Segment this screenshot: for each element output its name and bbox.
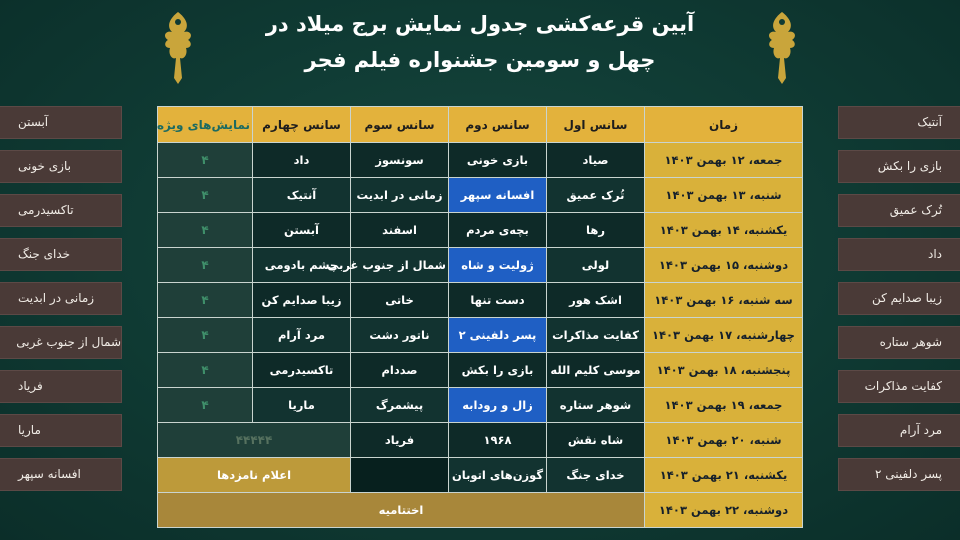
right-list-item: آنتیک [838, 106, 960, 139]
session-cell: شاه نقش [547, 423, 645, 458]
session-cell: اسفند [351, 213, 449, 248]
special-mark: ۴ [201, 188, 209, 202]
table-row [158, 213, 803, 248]
date-cell: دوشنبه، ۲۲ بهمن ۱۴۰۳ [645, 493, 803, 528]
right-list-item: کفایت مذاکرات [838, 370, 960, 403]
right-list-item: مرد آرام [838, 414, 960, 447]
closing-ceremony-cell: اختتامیه [158, 493, 645, 528]
session-cell: بازی خونی [449, 143, 547, 178]
session-cell: اشک هور [547, 283, 645, 318]
session-cell: شوهر ستاره [547, 388, 645, 423]
session-cell: آنتیک [253, 178, 351, 213]
title-line-2: چهل و سومین جشنواره فیلم فجر [304, 48, 656, 72]
special-cell [158, 143, 253, 178]
session-cell: آبستن [253, 213, 351, 248]
schedule-table [157, 106, 803, 528]
session-cell: زیبا صدایم کن [253, 283, 351, 318]
date-cell: سه شنبه، ۱۶ بهمن ۱۴۰۳ [645, 283, 803, 318]
session-cell: گوزن‌های اتوبان [449, 458, 547, 493]
table-row [158, 318, 803, 353]
date-cell: دوشنبه، ۱۵ بهمن ۱۴۰۳ [645, 248, 803, 283]
table-row [158, 143, 803, 178]
special-mark: ۴ [201, 258, 209, 272]
special-mark: ۴ [201, 363, 209, 377]
session-cell: تاکسیدرمی [253, 353, 351, 388]
session-cell: کفایت مذاکرات [547, 318, 645, 353]
table-row [158, 458, 803, 493]
special-mark: ۴ [201, 293, 209, 307]
left-list-item: بازی خونی [0, 150, 122, 183]
session-cell: مرد آرام [253, 318, 351, 353]
session-cell: بازی را بکش [449, 353, 547, 388]
table-header-row [158, 107, 803, 143]
empty-cell [351, 458, 449, 493]
table-row [158, 178, 803, 213]
right-list-item: تُرک عمیق [838, 194, 960, 227]
session-cell: ناتور دشت [351, 318, 449, 353]
session-cell: رها [547, 213, 645, 248]
session-cell: خدای جنگ [547, 458, 645, 493]
table-row [158, 353, 803, 388]
session-cell: تُرک عمیق [547, 178, 645, 213]
nominees-announcement-cell: اعلام نامزدها [158, 458, 351, 493]
page-title [230, 6, 730, 78]
header-session-4: سانس چهارم [253, 107, 351, 143]
session-cell: ۱۹۶۸ [449, 423, 547, 458]
session-cell: پیشمرگ [351, 388, 449, 423]
left-list-item: افسانه سپهر [0, 458, 122, 491]
table-row [158, 423, 803, 458]
special-mark: ۴ [201, 398, 209, 412]
header-session-3: سانس سوم [351, 107, 449, 143]
right-list-item: پسر دلفینی ۲ [838, 458, 960, 491]
date-cell: جمعه، ۱۲ بهمن ۱۴۰۳ [645, 143, 803, 178]
table-row [158, 248, 803, 283]
left-list-item: خدای جنگ [0, 238, 122, 271]
header-session-1: سانس اول [547, 107, 645, 143]
session-cell: صددام [351, 353, 449, 388]
simorgh-emblem-icon [760, 8, 804, 88]
session-cell-highlighted: افسانه سپهر [449, 178, 547, 213]
session-cell: سونسوز [351, 143, 449, 178]
date-cell: یکشنبه، ۲۱ بهمن ۱۴۰۳ [645, 458, 803, 493]
right-list-item: داد [838, 238, 960, 271]
special-cell [158, 283, 253, 318]
left-list-item: فریاد [0, 370, 122, 403]
session-cell: دست تنها [449, 283, 547, 318]
date-cell: یکشنبه، ۱۴ بهمن ۱۴۰۳ [645, 213, 803, 248]
session-cell: چشم بادومی [253, 248, 351, 283]
right-list-item: شوهر ستاره [838, 326, 960, 359]
date-cell: چهارشنبه، ۱۷ بهمن ۱۴۰۳ [645, 318, 803, 353]
date-cell: پنجشنبه، ۱۸ بهمن ۱۴۰۳ [645, 353, 803, 388]
table-row [158, 493, 803, 528]
right-film-list [838, 106, 960, 502]
special-cell [158, 353, 253, 388]
special-marks-cell [158, 423, 351, 458]
session-cell: لولی [547, 248, 645, 283]
left-list-item: آبستن [0, 106, 122, 139]
date-cell: جمعه، ۱۹ بهمن ۱۴۰۳ [645, 388, 803, 423]
session-cell: ماریا [253, 388, 351, 423]
date-cell: شنبه، ۱۳ بهمن ۱۴۰۳ [645, 178, 803, 213]
session-cell: شمال از جنوب غربی [351, 248, 449, 283]
session-cell-highlighted: زال و رودابه [449, 388, 547, 423]
session-cell: موسی کلیم الله [547, 353, 645, 388]
session-cell-highlighted: ژولیت و شاه [449, 248, 547, 283]
title-line-1: آیین قرعه‌کشی جدول نمایش برج میلاد در [265, 12, 695, 36]
session-cell: فریاد [351, 423, 449, 458]
special-cell [158, 178, 253, 213]
session-cell: صیاد [547, 143, 645, 178]
session-cell-highlighted: پسر دلفینی ۲ [449, 318, 547, 353]
header-session-2: سانس دوم [449, 107, 547, 143]
left-film-list [0, 106, 122, 502]
special-cell [158, 213, 253, 248]
special-mark: ۴ [201, 223, 209, 237]
left-list-item: زمانی در ابدیت [0, 282, 122, 315]
simorgh-emblem-icon [156, 8, 200, 88]
special-marks: ۴۴۴۴۴ [235, 433, 273, 447]
left-list-item: شمال از جنوب غربی [0, 326, 122, 359]
right-list-item: زیبا صدایم کن [838, 282, 960, 315]
special-cell [158, 388, 253, 423]
special-mark: ۴ [201, 328, 209, 342]
left-list-item: تاکسیدرمی [0, 194, 122, 227]
right-list-item: بازی را بکش [838, 150, 960, 183]
session-cell: بچه‌ی مردم [449, 213, 547, 248]
session-cell: داد [253, 143, 351, 178]
left-list-item: ماریا [0, 414, 122, 447]
header-time: زمان [645, 107, 803, 143]
session-cell: زمانی در ابدیت [351, 178, 449, 213]
table-row [158, 283, 803, 318]
date-cell: شنبه، ۲۰ بهمن ۱۴۰۳ [645, 423, 803, 458]
special-cell [158, 318, 253, 353]
table-row [158, 388, 803, 423]
header-special: نمایش‌های ویژه [158, 107, 253, 143]
special-mark: ۴ [201, 153, 209, 167]
special-cell [158, 248, 253, 283]
session-cell: خاتی [351, 283, 449, 318]
